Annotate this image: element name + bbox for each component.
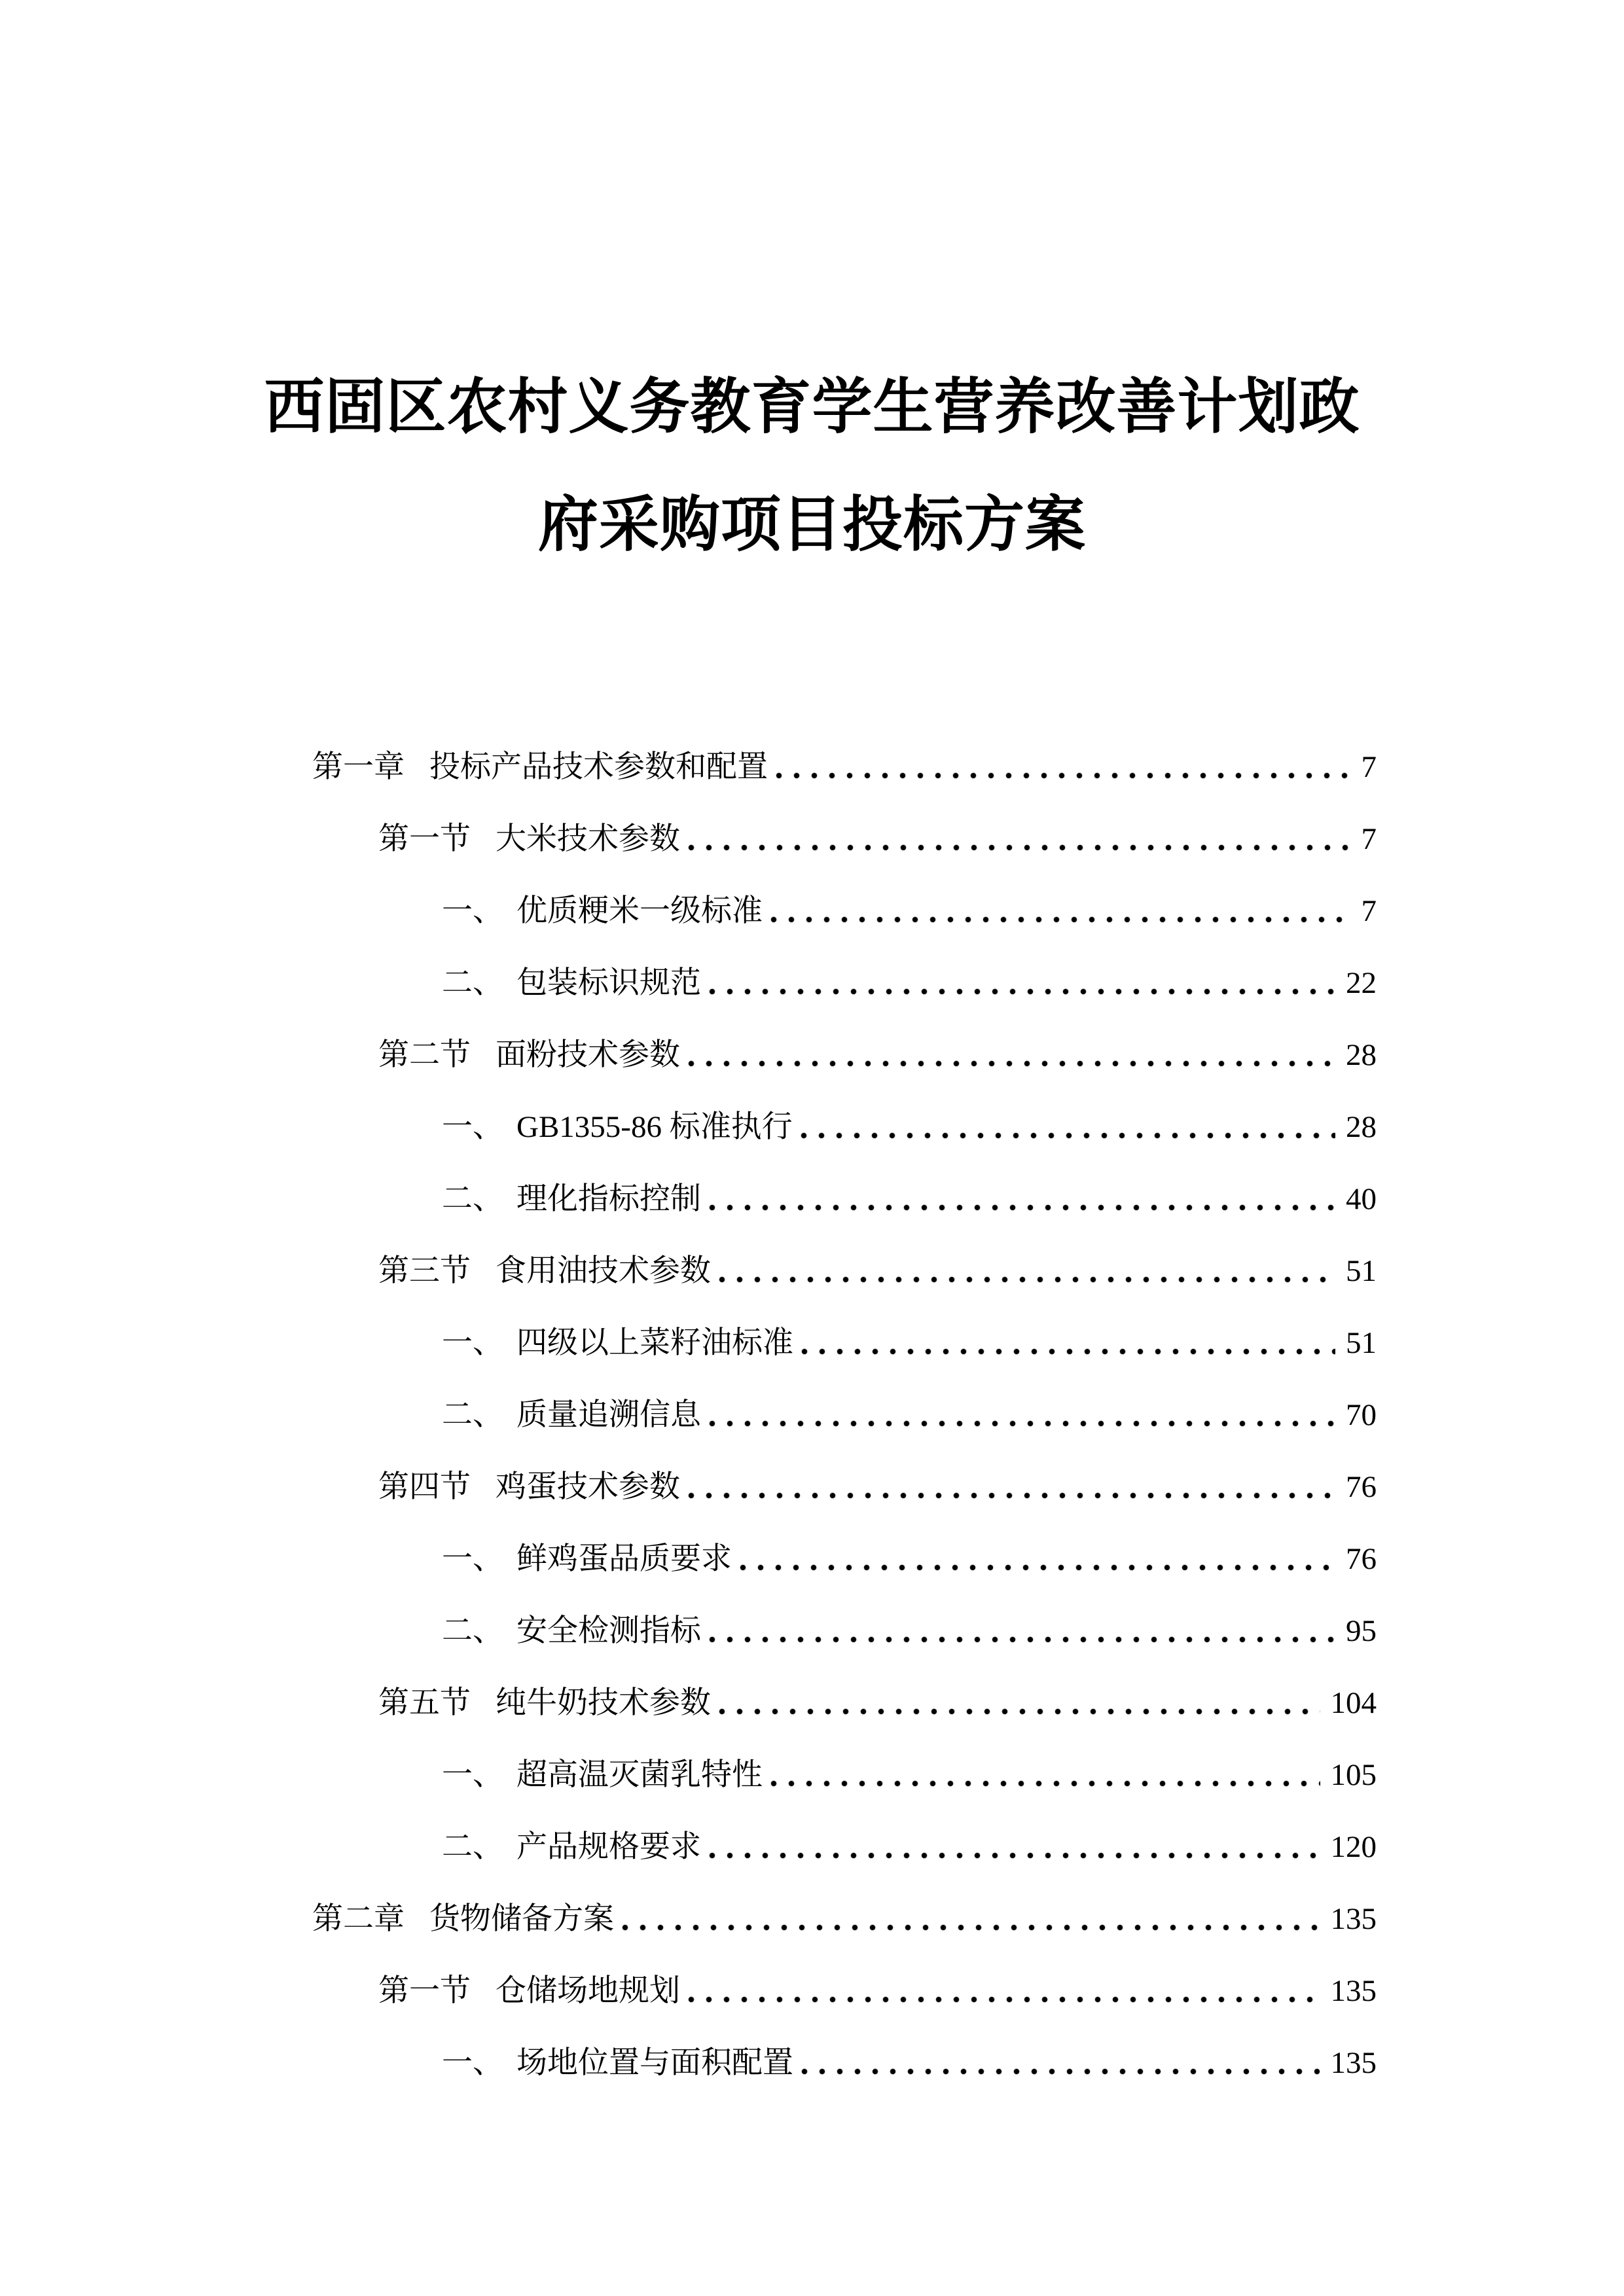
toc-page-number: 7 — [1361, 893, 1377, 928]
toc-entry-label: 质量追溯信息 — [516, 1397, 701, 1432]
toc-entry[interactable] — [442, 1801, 1377, 1873]
toc-entry[interactable] — [442, 1585, 1377, 1657]
toc-page-number: 7 — [1361, 749, 1377, 784]
toc-page-number: 105 — [1330, 1757, 1377, 1792]
toc-entry-number: 二、 — [442, 1829, 503, 1864]
dot-leader — [719, 1708, 1320, 1715]
toc-entry[interactable] — [442, 1729, 1377, 1801]
toc-entry-number: 一、 — [442, 1757, 503, 1792]
toc-page-number: 51 — [1346, 1253, 1377, 1288]
toc-entry-label: 理化指标控制 — [516, 1181, 701, 1216]
dot-leader — [801, 2068, 1320, 2075]
toc-entry[interactable] — [378, 1441, 1377, 1513]
toc-page-number: 7 — [1361, 821, 1377, 856]
toc-entry[interactable] — [442, 1369, 1377, 1441]
dot-leader — [770, 916, 1351, 923]
toc-entry-number: 一、 — [442, 1109, 503, 1144]
dot-leader — [801, 1348, 1335, 1355]
toc-entry-number: 第五节 — [378, 1685, 471, 1720]
toc-entry-label: 仓储场地规划 — [496, 1973, 680, 2008]
toc-entry-number: 一、 — [442, 1541, 503, 1576]
dot-leader — [770, 1780, 1320, 1787]
document-title-line2: 府采购项目投标方案 — [537, 491, 1086, 558]
toc-entry[interactable] — [442, 1513, 1377, 1585]
toc-entry-label: 大米技术参数 — [496, 821, 680, 856]
toc-entry-label: 包装标识规范 — [516, 965, 701, 1000]
toc-entry[interactable] — [442, 865, 1377, 937]
dot-leader — [688, 1996, 1320, 2003]
dot-leader — [709, 1420, 1335, 1427]
dot-leader — [709, 1636, 1335, 1643]
toc-entry-number: 第三节 — [378, 1253, 471, 1288]
toc-entry[interactable] — [378, 1657, 1377, 1729]
toc-entry[interactable] — [442, 1081, 1377, 1153]
toc-entry-label: 安全检测指标 — [516, 1613, 701, 1648]
dot-leader — [688, 1060, 1335, 1067]
toc-entry[interactable] — [378, 793, 1377, 865]
toc-entry-label: 货物储备方案 — [429, 1901, 614, 1936]
dot-leader — [740, 1564, 1335, 1571]
toc-entry-label: 优质粳米一级标准 — [516, 893, 763, 928]
toc-entry[interactable] — [378, 1009, 1377, 1081]
toc-page-number: 22 — [1346, 965, 1377, 1000]
toc-page-number: 135 — [1330, 1901, 1377, 1936]
toc-entry-label: 食用油技术参数 — [496, 1253, 711, 1288]
toc-page-number: 135 — [1330, 2045, 1377, 2080]
toc-entry[interactable] — [442, 1153, 1377, 1225]
toc-page-number: 76 — [1346, 1541, 1377, 1576]
toc-entry-number: 第一节 — [378, 1973, 471, 2008]
toc-page-number: 135 — [1330, 1973, 1377, 2008]
toc-page-number: 104 — [1330, 1685, 1377, 1720]
toc-entry-number: 二、 — [442, 1613, 503, 1648]
dot-leader — [719, 1276, 1335, 1283]
toc-entry-label: 鸡蛋技术参数 — [496, 1469, 680, 1504]
toc-entry-number: 第一章 — [312, 749, 405, 784]
toc-entry-label: GB1355-86 标准执行 — [516, 1109, 793, 1144]
toc-entry-number: 一、 — [442, 1325, 503, 1360]
toc-entry-number: 第二节 — [378, 1037, 471, 1072]
toc-entry-number: 二、 — [442, 1397, 503, 1432]
table-of-contents — [0, 721, 1624, 2089]
toc-entry-number: 第四节 — [378, 1469, 471, 1504]
dot-leader — [688, 1492, 1335, 1499]
toc-entry[interactable] — [442, 1297, 1377, 1369]
toc-page-number: 40 — [1346, 1181, 1377, 1216]
toc-page-number: 51 — [1346, 1325, 1377, 1360]
dot-leader — [688, 844, 1351, 851]
toc-entry-label: 投标产品技术参数和配置 — [429, 749, 768, 784]
toc-entry-number: 二、 — [442, 965, 503, 1000]
document-title — [0, 41, 1624, 584]
toc-entry-label: 纯牛奶技术参数 — [496, 1685, 711, 1720]
toc-page-number: 95 — [1346, 1613, 1377, 1648]
dot-leader — [709, 1852, 1320, 1859]
toc-page-number: 120 — [1330, 1829, 1377, 1864]
toc-entry-number: 一、 — [442, 2045, 503, 2080]
toc-entry[interactable] — [442, 2017, 1377, 2089]
toc-entry-label: 面粉技术参数 — [496, 1037, 680, 1072]
toc-entry-number: 第一节 — [378, 821, 471, 856]
toc-page-number: 76 — [1346, 1469, 1377, 1504]
toc-page-number: 28 — [1346, 1109, 1377, 1144]
toc-entry-number: 二、 — [442, 1181, 503, 1216]
toc-entry[interactable] — [442, 937, 1377, 1009]
toc-entry[interactable] — [378, 1945, 1377, 2017]
toc-entry[interactable] — [312, 1873, 1377, 1945]
toc-entry-label: 四级以上菜籽油标准 — [516, 1325, 793, 1360]
toc-entry[interactable] — [312, 721, 1377, 793]
toc-entry-number: 一、 — [442, 893, 503, 928]
toc-entry-number: 第二章 — [312, 1901, 405, 1936]
dot-leader — [776, 772, 1351, 779]
dot-leader — [801, 1132, 1335, 1139]
toc-entry-label: 产品规格要求 — [516, 1829, 701, 1864]
toc-entry-label: 鲜鸡蛋品质要求 — [516, 1541, 732, 1576]
dot-leader — [709, 1204, 1335, 1211]
dot-leader — [709, 988, 1335, 995]
document-title-line1: 西固区农村义务教育学生营养改善计划政 — [264, 373, 1360, 440]
toc-entry-label: 超高温灭菌乳特性 — [516, 1757, 763, 1792]
toc-page-number: 28 — [1346, 1037, 1377, 1072]
dot-leader — [622, 1924, 1320, 1931]
toc-page-number: 70 — [1346, 1397, 1377, 1432]
toc-entry-label: 场地位置与面积配置 — [516, 2045, 793, 2080]
toc-entry[interactable] — [378, 1225, 1377, 1297]
